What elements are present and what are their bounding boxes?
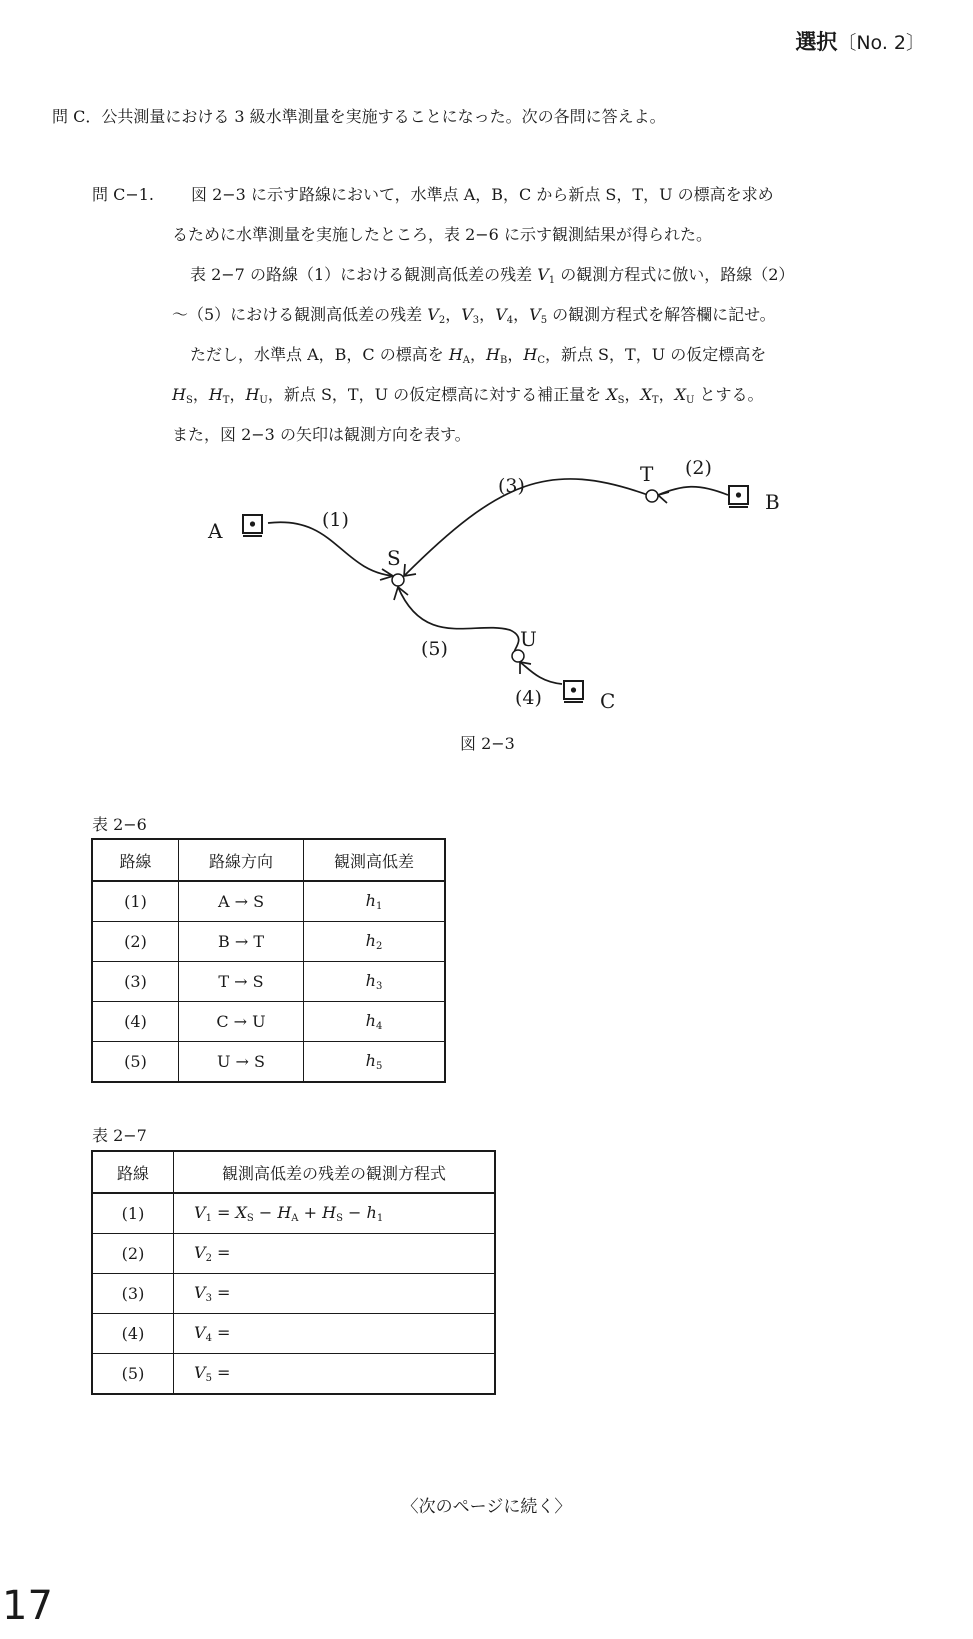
label-A: A — [208, 519, 223, 543]
table-row: (4) $V_4$ = — [92, 1314, 495, 1354]
header-number: 〔No. 2〕 — [837, 32, 925, 54]
label-route-5: (5) — [421, 638, 448, 660]
point-S-marker — [392, 574, 404, 586]
route-5-line — [398, 587, 519, 652]
table-row: (3) $V_3$ = — [92, 1274, 495, 1314]
question-c1-line1: 図 2−3 に示す路線において，水準点 A，B，C から新点 S，T，U の標高を求め — [191, 185, 774, 204]
figure-caption: 図 2−3 — [460, 734, 515, 753]
table27-header-equation: 観測高低差の残差の観測方程式 — [174, 1151, 496, 1193]
label-route-4: (4) — [515, 687, 542, 709]
table26 — [91, 838, 446, 1083]
table-row: (5) U → S $h_5$ — [92, 1042, 445, 1083]
label-route-3: (3) — [498, 475, 525, 497]
table-row: (5) $V_5$ = — [92, 1354, 495, 1395]
question-c1-label: 問 C−1. — [92, 185, 155, 204]
table26-header-route: 路線 — [92, 839, 179, 881]
equation-5: $V_5$ = — [174, 1354, 496, 1395]
page-number: 17 — [2, 1583, 53, 1629]
route-4-line — [520, 662, 562, 684]
route-2-line — [658, 487, 728, 495]
para2-line1: 表 2−7 の路線（1）における観測高低差の残差 $V_1$ の観測方程式に倣い，路線（2） — [190, 265, 795, 286]
equation-1: $V_1 = X_S - H_A + H_S - h_1$ — [174, 1193, 496, 1234]
table27-header-route: 路線 — [92, 1151, 174, 1193]
table-row: (4) C → U $h_4$ — [92, 1002, 445, 1042]
table27-caption: 表 2−7 — [92, 1126, 147, 1145]
para3-line2: $H_S$，$H_T$，$H_U$，新点 S，T，U の仮定標高に対する補正量を $X_S$，$X_T$，$X_U$ とする。 — [172, 385, 764, 406]
question-c1-line2: るために水準測量を実施したところ，表 2−6 に示す観測結果が得られた。 — [172, 225, 712, 244]
point-T-marker — [646, 490, 658, 502]
equation-3: $V_3$ = — [174, 1274, 496, 1314]
table26-caption: 表 2−6 — [92, 815, 147, 834]
label-route-1: (1) — [322, 509, 349, 531]
equation-2: $V_2$ = — [174, 1234, 496, 1274]
header-label: 選択 — [795, 30, 838, 54]
label-U: U — [520, 627, 537, 651]
label-route-2: (2) — [685, 457, 712, 479]
benchmark-B-marker — [729, 486, 748, 507]
question-c: 問 C．公共測量における 3 級水準測量を実施することになった。次の各問に答えよ。 — [52, 107, 666, 126]
table-row: (3) T → S $h_3$ — [92, 962, 445, 1002]
para2-line2: 〜（5）における観測高低差の残差 $V_2$，$V_3$，$V_4$，$V_5$ の観測方程式を解答欄に記せ。 — [172, 305, 776, 326]
table-row: (1) A → S $h_1$ — [92, 881, 445, 922]
benchmark-A-marker — [243, 515, 262, 536]
label-B: B — [765, 490, 780, 514]
table-row: (1) $V_1 = X_S - H_A + H_S - h_1$ — [92, 1193, 495, 1234]
continue-notice: 〈次のページに続く〉 — [401, 1497, 572, 1517]
route-3-line — [404, 479, 648, 576]
equation-4: $V_4$ = — [174, 1314, 496, 1354]
page-header — [795, 26, 925, 56]
para3-line1: ただし，水準点 A，B，C の標高を $H_A$，$H_B$，$H_C$，新点 S，T，U の仮定標高を — [190, 345, 767, 366]
route-network-figure — [180, 450, 800, 740]
table27 — [91, 1150, 496, 1395]
benchmark-C-marker — [564, 681, 583, 702]
point-U-marker — [512, 650, 524, 662]
table26-header-direction: 路線方向 — [179, 839, 304, 881]
label-S: S — [387, 546, 401, 570]
label-T: T — [640, 462, 654, 486]
para3-line3: また，図 2−3 の矢印は観測方向を表す。 — [172, 425, 471, 444]
table-row: (2) B → T $h_2$ — [92, 922, 445, 962]
label-C: C — [600, 689, 616, 713]
table26-header-diff: 観測高低差 — [304, 839, 446, 881]
table-row: (2) $V_2$ = — [92, 1234, 495, 1274]
